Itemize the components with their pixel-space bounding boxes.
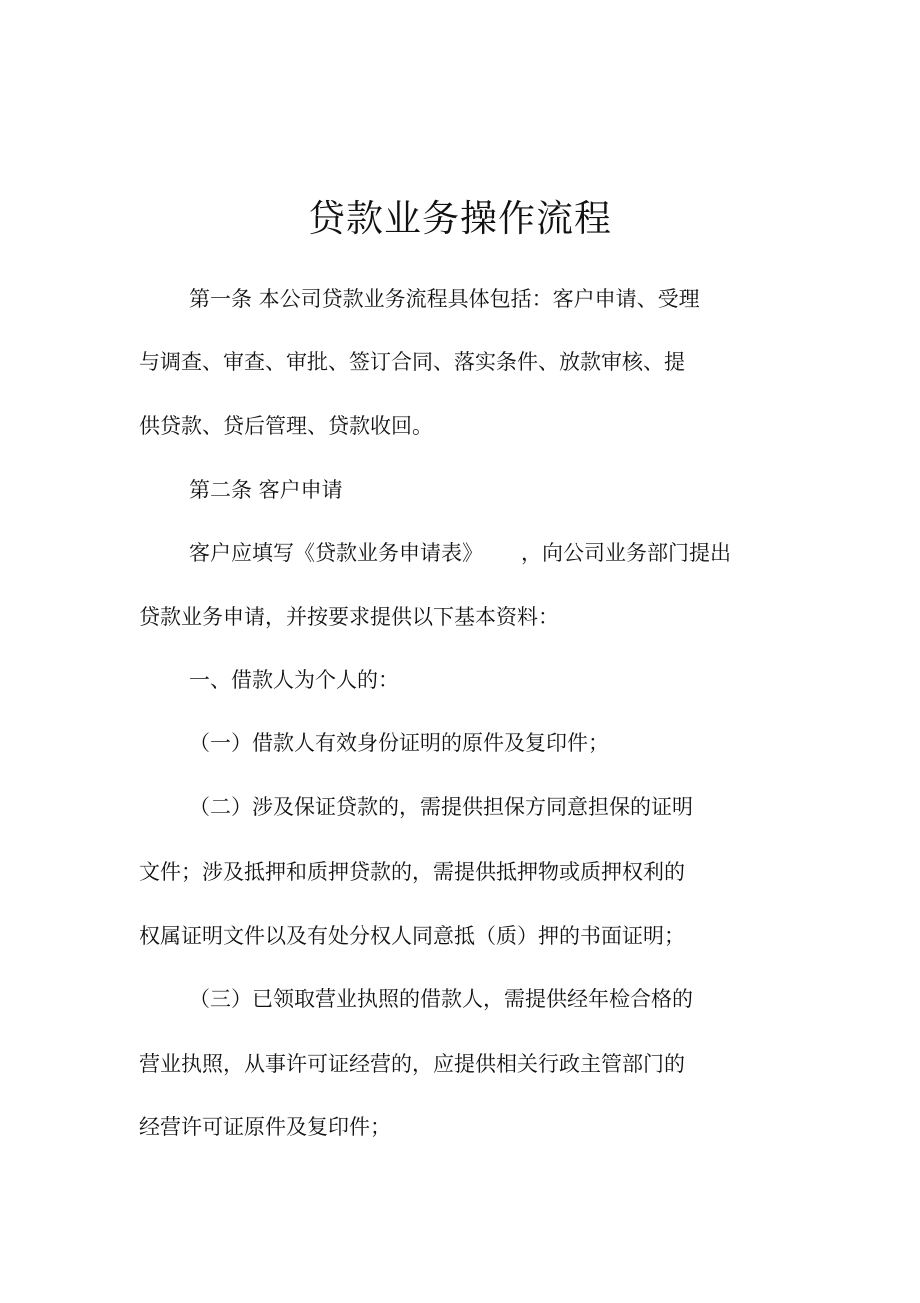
section1-item2-line3: 权属证明文件以及有处分权人同意抵（质）押的书面证明；: [139, 924, 685, 948]
section1-item3-line1: （三）已领取营业执照的借款人，需提供经年检合格的: [189, 987, 693, 1011]
document-title: 贷款业务操作流程: [308, 197, 612, 240]
article1-line1: 第一条 本公司贷款业务流程具体包括：客户申请、受理: [189, 287, 700, 311]
article2-line1: [189, 541, 731, 566]
section1-item3-line2: 营业执照，从事许可证经营的，应提供相关行政主管部门的: [139, 1052, 685, 1076]
section1-item2-line1: （二）涉及保证贷款的，需提供担保方同意担保的证明: [189, 795, 693, 819]
article2-line1-part-b: ，向公司业务部门提出: [521, 541, 731, 565]
article1-line2: 与调查、审查、审批、签订合同、落实条件、放款审核、提: [139, 350, 685, 374]
article2-line2: 贷款业务申请，并按要求提供以下基本资料：: [139, 605, 559, 629]
section1-item3-line3: 经营许可证原件及复印件；: [139, 1115, 391, 1139]
article2-line1-part-a: 客户应填写《贷款业务申请表》: [189, 541, 483, 565]
article1-line3: 供贷款、贷后管理、贷款收回。: [139, 414, 433, 438]
section1-item2-line2: 文件；涉及抵押和质押贷款的，需提供抵押物或质押权利的: [139, 860, 685, 884]
article2-heading: 第二条 客户申请: [189, 478, 343, 502]
section1-item1: （一）借款人有效身份证明的原件及复印件；: [189, 731, 609, 755]
section1-heading: 一、借款人为个人的：: [189, 668, 399, 692]
